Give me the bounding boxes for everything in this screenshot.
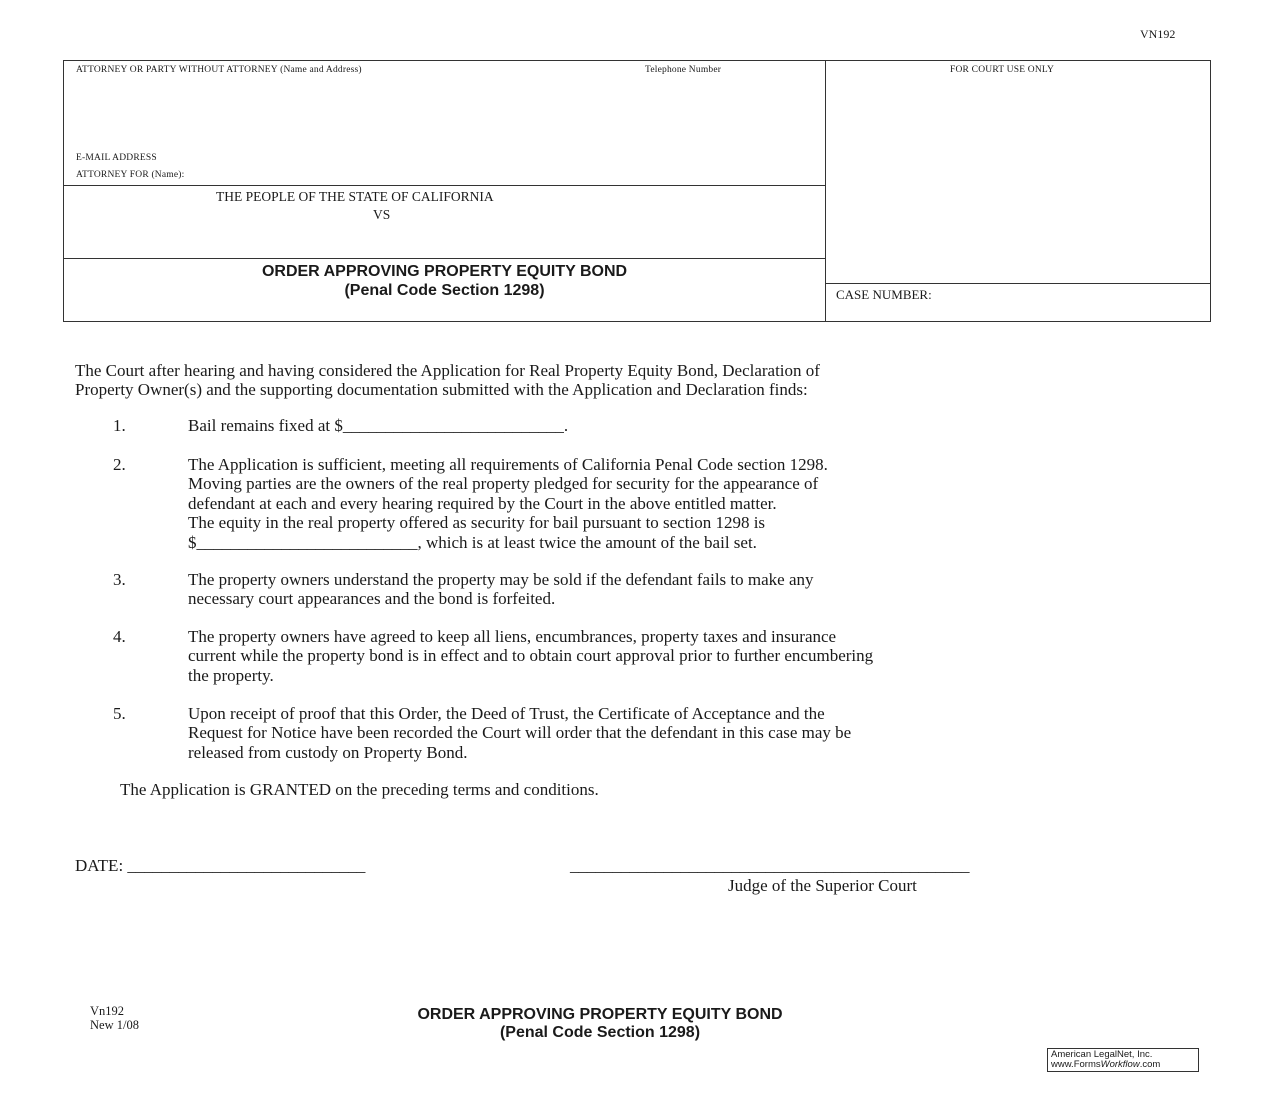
finding-text <box>188 455 1203 552</box>
footer-title-line1: ORDER APPROVING PROPERTY EQUITY BOND <box>417 1006 783 1023</box>
publisher-website: www.FormsWorkflow.com <box>1051 1059 1161 1070</box>
intro-line: The Court after hearing and having considered the Application for Real Property Equity Bond, Declaration of <box>75 361 820 380</box>
finding-number: 1. <box>113 416 126 435</box>
finding-line: Moving parties are the owners of the real property pledged for security for the appearance of <box>188 474 819 494</box>
finding-number: 4. <box>113 627 126 646</box>
granted-statement: The Application is GRANTED on the preceding terms and conditions. <box>120 780 599 799</box>
footer-revision: New 1/08 <box>90 1018 139 1032</box>
attorney-label: ATTORNEY OR PARTY WITHOUT ATTORNEY (Name and Address) <box>76 65 362 75</box>
finding-line: The equity in the real property offered as security for bail pursuant to section 1298 is <box>188 513 766 533</box>
telephone-label: Telephone Number <box>645 65 722 75</box>
finding-line: released from custody on Property Bond. <box>188 742 468 762</box>
caption-title-line2: (Penal Code Section 1298) <box>344 282 545 299</box>
footer-title-line2: (Penal Code Section 1298) <box>499 1024 701 1041</box>
finding-line: current while the property bond is in effect and to obtain court approval prior to further encumbering <box>188 646 874 666</box>
finding-line: The property owners understand the property may be sold if the defendant fails to make any <box>188 570 814 589</box>
date-line: DATE: ____________________________ <box>75 856 366 875</box>
caption-title-line1: ORDER APPROVING PROPERTY EQUITY BOND <box>261 263 628 280</box>
intro-line: Property Owner(s) and the supporting documentation submitted with the Application and Declaration finds: <box>75 380 808 400</box>
finding-line: $__________________________, which is at least twice the amount of the bail set. <box>188 532 757 552</box>
caption-box <box>63 60 1211 322</box>
finding-text <box>188 627 1203 685</box>
finding-number: 2. <box>113 455 126 474</box>
caption-divider-parties <box>64 258 825 259</box>
finding-line: the property. <box>188 665 274 685</box>
finding-line: defendant at each and every hearing required by the Court in the above entitled matter. <box>188 493 777 513</box>
judge-signature-line: _______________________________________________ <box>570 856 970 875</box>
court-use-label: FOR COURT USE ONLY <box>950 65 1055 75</box>
caption-divider-attorney <box>64 185 825 186</box>
publisher-name: American LegalNet, Inc. <box>1051 1049 1153 1060</box>
finding-text <box>188 570 1203 609</box>
finding-line: The Application is sufficient, meeting all requirements of California Penal Code section 1298. <box>188 455 828 474</box>
footer-title <box>300 1006 900 1042</box>
finding-line: Request for Notice have been recorded the Court will order that the defendant in this case may be <box>188 723 852 743</box>
finding-line: Bail remains fixed at $__________________________. <box>188 416 569 435</box>
finding-text <box>188 704 1203 762</box>
finding-line: The property owners have agreed to keep all liens, encumbrances, property taxes and insurance <box>188 627 837 646</box>
form-code-top: VN192 <box>1140 27 1176 41</box>
case-number-label: CASE NUMBER: <box>836 287 932 302</box>
plaintiff-name: THE PEOPLE OF THE STATE OF CALIFORNIA <box>216 189 494 204</box>
finding-line: necessary court appearances and the bond is forfeited. <box>188 589 556 609</box>
finding-number: 5. <box>113 704 126 723</box>
caption-title <box>64 262 825 300</box>
footer-form-code: Vn192 <box>90 1004 125 1018</box>
finding-text <box>188 416 1203 435</box>
intro-paragraph <box>75 361 820 400</box>
attorney-for-label: ATTORNEY FOR (Name): <box>76 170 185 180</box>
judge-label: Judge of the Superior Court <box>728 876 917 895</box>
email-label: E-MAIL ADDRESS <box>76 153 157 163</box>
caption-divider-case <box>825 283 1210 284</box>
finding-number: 3. <box>113 570 126 589</box>
publisher-logo <box>1047 1048 1199 1072</box>
finding-line: Upon receipt of proof that this Order, the Deed of Trust, the Certificate of Acceptance and the <box>188 704 825 723</box>
caption-divider-vertical <box>825 61 826 321</box>
versus-label: VS <box>373 207 391 222</box>
